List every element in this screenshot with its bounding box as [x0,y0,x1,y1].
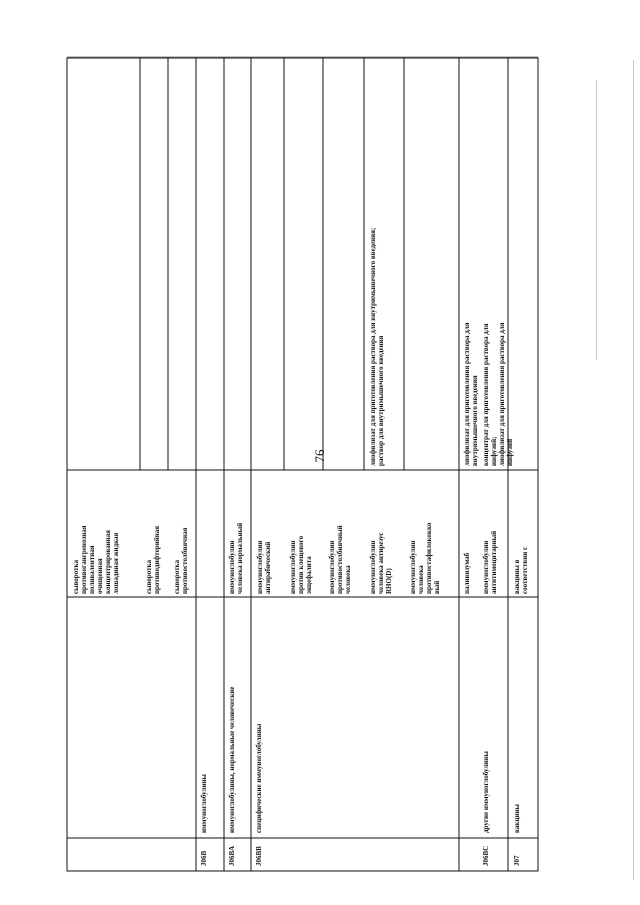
drug-name: сыворотка противогангренозная поливалентная очищенная концентрированная лошадиная жидкая [72,525,120,594]
atc-code: J06B [200,850,208,866]
drug-name: иммуноглобулин человека противостафилококко вый [409,522,441,594]
atc-code: J06BA [228,845,236,866]
drug-name: сыворотка противостолбнячная [173,527,189,594]
drug-name: вакцины в соответствии с [513,546,529,594]
group-name: другие иммуноглобулины [482,751,490,833]
drug-name: иммуноглобулин человека антирезус RHO(D) [369,532,393,594]
atc-code: J06BB [255,846,263,866]
atc-code: J07 [513,855,521,866]
group-name: вакцины [513,804,521,833]
drug-name: иммуноглобулин человека нормальный [228,522,244,594]
scan-edge-line [633,60,634,880]
atc-code: J06BC [482,845,490,866]
dosage-forms: лиофилизат для приготовления раствора для внутримышечного введения; раствор для внутримышечного введения [369,227,385,466]
group-name: иммуноглобулины, нормальные человеческие [228,686,236,833]
drug-name: иммуноглобулин противостолбнячный человека [328,525,352,594]
dosage-forms: лиофилизат для приготовления раствора для внутримышечного введения [463,322,479,466]
scan-edge-line [596,80,597,360]
drug-name: иммуноглобулин антирабический [256,540,272,594]
drug-name: иммуноглобулин против клещевого энцефалита [289,535,313,594]
page-number: 76 [312,449,327,463]
dosage-forms: концентрат для приготовления раствора для инфузий; лиофилизат для приготовления раствора для инфузий [482,322,514,466]
group-name: иммуноглобулины [200,774,208,833]
drug-name: паливизумаб [463,552,471,594]
drug-name: иммуноглобулин антитимоцитарный [482,530,498,594]
group-name: специфические иммуноглобулины [255,723,263,833]
drug-name: сыворотка противодифтерийная [145,525,161,594]
